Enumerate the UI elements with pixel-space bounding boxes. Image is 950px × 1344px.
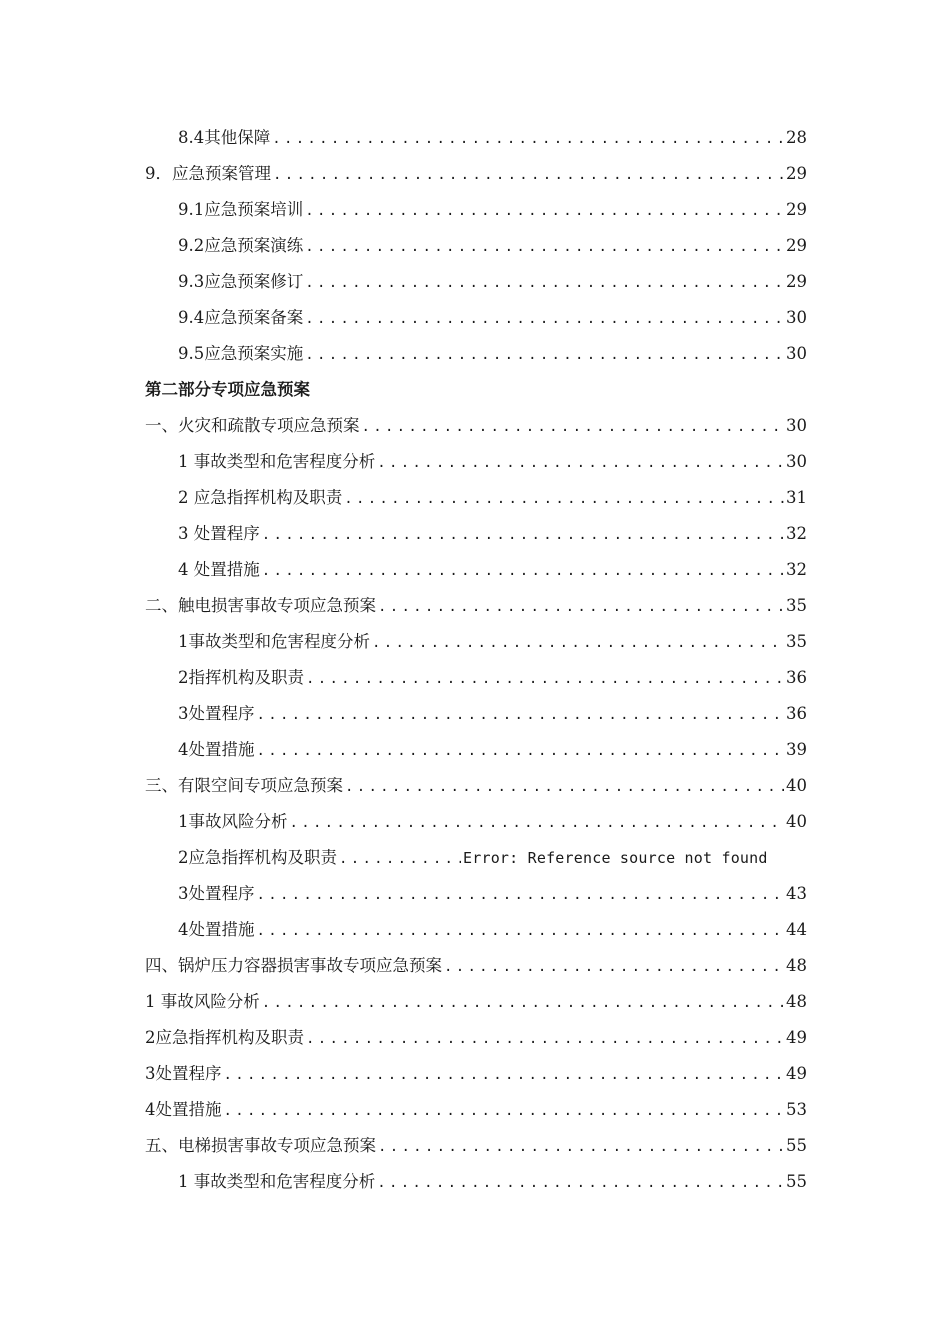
- toc-entry-label: 五、电梯损害事故专项应急预案: [145, 1136, 376, 1155]
- toc-entry[interactable]: [145, 480, 807, 516]
- dot-leader: [305, 337, 784, 373]
- toc-entry-page-number: 31: [786, 488, 807, 507]
- toc-entry-label: 2 应急指挥机构及职责: [178, 488, 343, 507]
- dot-leader: [290, 805, 785, 841]
- toc-entry-label: 2应急指挥机构及职责: [145, 1028, 304, 1047]
- toc-entry-label: 3处置程序: [178, 704, 255, 723]
- toc-entry-label: 1事故类型和危害程度分析: [178, 632, 370, 651]
- dot-leader: [344, 481, 784, 517]
- toc-entry-page-number: 29: [786, 164, 807, 183]
- dot-leader: [257, 877, 785, 913]
- toc-entry[interactable]: [145, 588, 807, 624]
- toc-entry[interactable]: [145, 552, 807, 588]
- dot-leader: [372, 625, 784, 661]
- toc-entry-page-number: 49: [786, 1064, 807, 1083]
- dot-leader: [273, 157, 784, 193]
- toc-entry[interactable]: [145, 192, 807, 228]
- toc-entry-page-number: 29: [786, 200, 807, 219]
- dot-leader: [362, 409, 785, 445]
- dot-leader: [257, 733, 785, 769]
- toc-entry[interactable]: [145, 300, 807, 336]
- toc-entry-page-number: 48: [786, 956, 807, 975]
- toc-entry-page-number: 40: [786, 776, 807, 795]
- toc-entry-page-number: 43: [786, 884, 807, 903]
- toc-entry-label: 9.4应急预案备案: [178, 308, 304, 327]
- dot-leader: [306, 1021, 784, 1057]
- toc-entry[interactable]: [145, 444, 807, 480]
- toc-entry-label: 1 事故风险分析: [145, 992, 260, 1011]
- toc-entry[interactable]: [145, 1092, 807, 1128]
- toc-entry-label: 9.2应急预案演练: [178, 236, 304, 255]
- toc-entry-page-number: 53: [786, 1100, 807, 1119]
- toc-entry[interactable]: [145, 1020, 807, 1056]
- dot-leader: [345, 769, 784, 805]
- toc-entry[interactable]: [145, 120, 807, 156]
- dot-leader: [257, 697, 785, 733]
- dot-leader: [339, 841, 461, 877]
- toc-entry[interactable]: [145, 732, 807, 768]
- dot-leader: [444, 949, 784, 985]
- toc-entry-page-number: 30: [786, 452, 807, 471]
- dot-leader: [257, 913, 785, 949]
- dot-leader: [377, 445, 784, 481]
- section-heading: 第二部分专项应急预案: [145, 380, 310, 399]
- dot-leader: [272, 121, 784, 157]
- dot-leader: [224, 1057, 785, 1093]
- toc-entry-page-number: 30: [786, 416, 807, 435]
- toc-entry-error-text: Error: Reference source not found: [463, 849, 768, 867]
- toc-entry-page-number: 32: [786, 560, 807, 579]
- dot-leader: [305, 301, 784, 337]
- toc-entry-label: 四、锅炉压力容器损害事故专项应急预案: [145, 956, 442, 975]
- toc-entry-label: 1 事故类型和危害程度分析: [178, 1172, 376, 1191]
- toc-entry-page-number: 29: [786, 236, 807, 255]
- toc-entry-page-number: 35: [786, 596, 807, 615]
- toc-entry[interactable]: [145, 408, 807, 444]
- toc-entry[interactable]: [145, 840, 807, 876]
- toc-entry-page-number: 40: [786, 812, 807, 831]
- toc-entry-page-number: 36: [786, 704, 807, 723]
- toc-entry-label: 2应急指挥机构及职责: [178, 848, 337, 867]
- toc-entry[interactable]: [145, 984, 807, 1020]
- toc-entry-label: 9.1应急预案培训: [178, 200, 304, 219]
- dot-leader: [262, 517, 784, 553]
- dot-leader: [377, 1165, 784, 1201]
- toc-entry[interactable]: [145, 1128, 807, 1164]
- toc-entry-label: 1 事故类型和危害程度分析: [178, 452, 376, 471]
- toc-entry-label: 9．应急预案管理: [145, 164, 271, 183]
- toc-entry-label: 9.3应急预案修订: [178, 272, 304, 291]
- toc-entry-label: 1事故风险分析: [178, 812, 288, 831]
- toc-entry-page-number: 32: [786, 524, 807, 543]
- dot-leader: [224, 1093, 785, 1129]
- toc-entry-page-number: 55: [786, 1172, 807, 1191]
- toc-entry-label: 二、触电损害事故专项应急预案: [145, 596, 376, 615]
- toc-entry-page-number: 39: [786, 740, 807, 759]
- toc-entry[interactable]: [145, 624, 807, 660]
- toc-entry-page-number: 30: [786, 344, 807, 363]
- table-of-contents: [145, 120, 807, 1200]
- toc-entry[interactable]: [145, 264, 807, 300]
- toc-entry[interactable]: [145, 1056, 807, 1092]
- toc-entry-label: 8.4其他保障: [178, 128, 271, 147]
- dot-leader: [305, 229, 784, 265]
- toc-entry-label: 9.5应急预案实施: [178, 344, 304, 363]
- toc-entry-page-number: 44: [786, 920, 807, 939]
- dot-leader: [378, 589, 784, 625]
- toc-entry-label: 4处置措施: [178, 740, 255, 759]
- toc-entry[interactable]: [145, 696, 807, 732]
- toc-entry-label: 4 处置措施: [178, 560, 260, 579]
- toc-entry[interactable]: [145, 516, 807, 552]
- toc-entry-label: 4处置措施: [178, 920, 255, 939]
- toc-entry-page-number: 36: [786, 668, 807, 687]
- toc-entry[interactable]: [145, 804, 807, 840]
- toc-entry-page-number: 30: [786, 308, 807, 327]
- dot-leader: [305, 265, 784, 301]
- toc-entry[interactable]: [145, 336, 807, 372]
- toc-entry-page-number: 48: [786, 992, 807, 1011]
- dot-leader: [262, 553, 784, 589]
- toc-entry[interactable]: [145, 660, 807, 696]
- toc-entry[interactable]: [145, 912, 807, 948]
- toc-entry-label: 3 处置程序: [178, 524, 260, 543]
- toc-entry-page-number: 49: [786, 1028, 807, 1047]
- toc-entry-page-number: 28: [786, 128, 807, 147]
- toc-entry-label: 4处置措施: [145, 1100, 222, 1119]
- toc-entry-page-number: 55: [786, 1136, 807, 1155]
- toc-entry[interactable]: [145, 876, 807, 912]
- toc-entry[interactable]: [145, 156, 807, 192]
- dot-leader: [305, 193, 784, 229]
- toc-entry-page-number: 29: [786, 272, 807, 291]
- dot-leader: [306, 661, 784, 697]
- toc-entry-page-number: 35: [786, 632, 807, 651]
- toc-entry[interactable]: [145, 948, 807, 984]
- toc-entry[interactable]: [145, 1164, 807, 1200]
- toc-entry-label: 一、火灾和疏散专项应急预案: [145, 416, 360, 435]
- dot-leader: [262, 985, 784, 1021]
- toc-entry-label: 3处置程序: [178, 884, 255, 903]
- toc-entry-label: 3处置程序: [145, 1064, 222, 1083]
- dot-leader: [378, 1129, 784, 1165]
- toc-entry[interactable]: [145, 768, 807, 804]
- toc-entry-label: 2指挥机构及职责: [178, 668, 304, 687]
- toc-entry-label: 三、有限空间专项应急预案: [145, 776, 343, 795]
- toc-entry[interactable]: [145, 228, 807, 264]
